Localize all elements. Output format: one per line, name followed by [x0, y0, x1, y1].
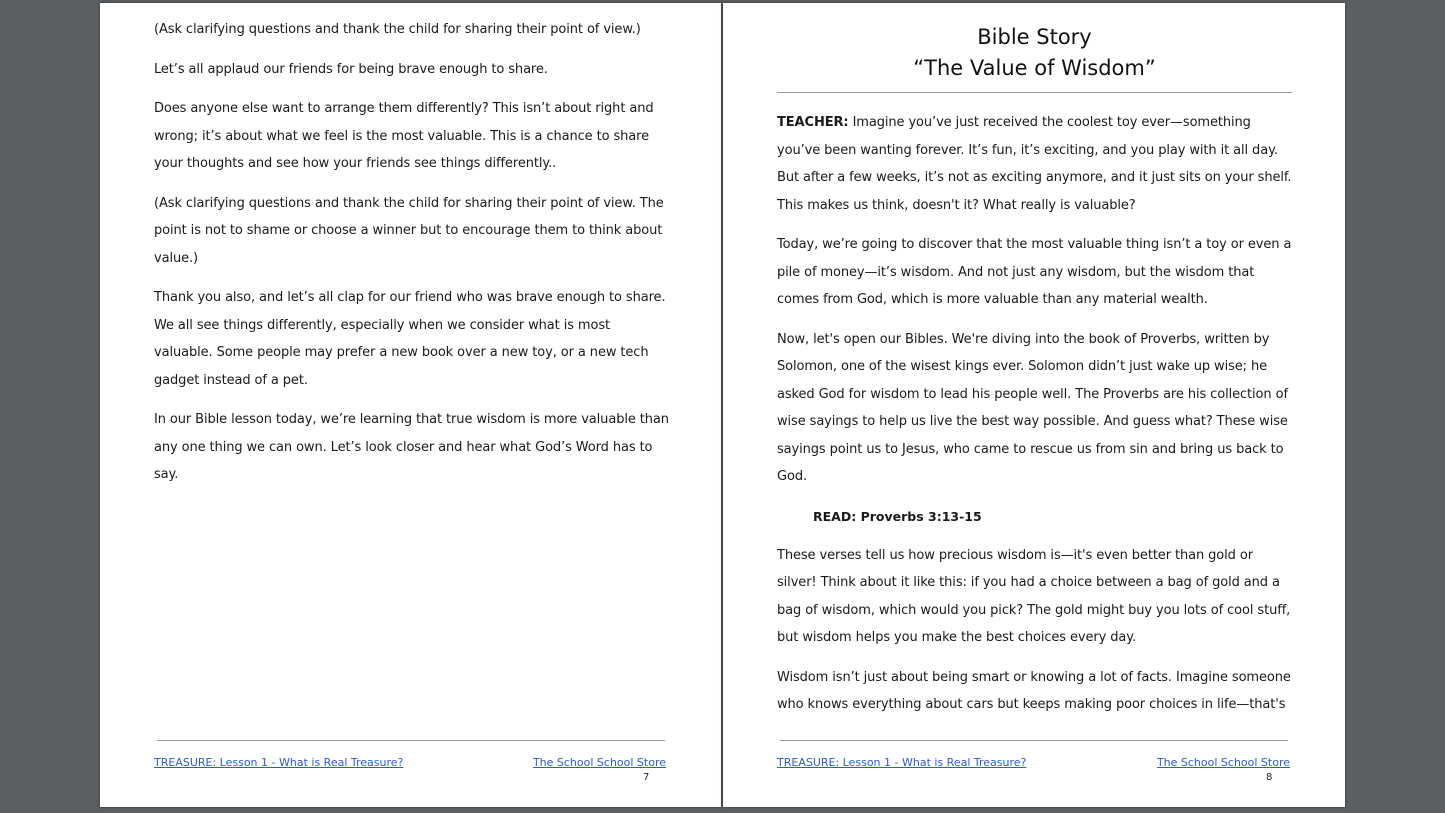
- paragraph: In our Bible lesson today, we’re learning that true wisdom is more valuable than any one thing we can own. Let’s look closer and hear what God’s Word has to say.: [154, 412, 669, 482]
- page-8: [723, 3, 1345, 807]
- story-heading: [777, 22, 1292, 84]
- footer-divider: [157, 740, 665, 741]
- footer-lesson-link[interactable]: TREASURE: Lesson 1 - What is Real Treasure?: [777, 756, 1027, 769]
- heading-line-1: Bible Story: [977, 25, 1092, 49]
- teacher-label: TEACHER:: [777, 115, 849, 130]
- page-7: [100, 3, 721, 807]
- scripture-reading: READ: Proverbs 3:13-15: [813, 508, 982, 524]
- paragraph: These verses tell us how precious wisdom is—it's even better than gold or silver! Think about it like this: if you had a choice between a bag of gold and a bag of wisdom, which would you pick? The gold might buy you lots of cool stuff, but wisdom helps you make the best choices every day.: [777, 547, 1291, 645]
- heading-line-2: “The Value of Wisdom”: [913, 56, 1156, 80]
- paragraph: Let’s all applaud our friends for being brave enough to share.: [154, 61, 548, 77]
- page-7-content: [154, 16, 669, 501]
- paragraph: Now, let's open our Bibles. We're diving into the book of Proverbs, written by Solomon, one of the wisest kings ever. Solomon didn’t just wake up wise; he asked God for wisdom to lead his people well. The Proverbs are his collection of wise sayings to help us live the best way possible. And guess what? These wise sayings point us to Jesus, who came to rescue us from sin and bring us back to God.: [777, 331, 1288, 484]
- paragraph: Wisdom isn’t just about being smart or knowing a lot of facts. Imagine someone who knows everything about cars but keeps making poor choices in life—that's: [777, 669, 1291, 712]
- footer-store-link[interactable]: The School School Store: [532, 756, 666, 769]
- paragraph: Thank you also, and let’s all clap for our friend who was brave enough to share. We all see things differently, especially when we consider what is most valuable. Some people may prefer a new book over a new toy, or a new tech gadget instead of a pet.: [154, 290, 666, 388]
- heading-divider: [777, 92, 1292, 93]
- teacher-text: Imagine you’ve just received the coolest toy ever—something you’ve been wanting forever. It’s fun, it’s exciting, and you play with it all day. But after a few weeks, it’s not as exciting anymore, and it just sits on your shelf. This makes us think, doesn't it? What really is valuable?: [777, 115, 1292, 213]
- footer-store-link[interactable]: The School School Store: [1156, 756, 1290, 769]
- paragraph: Does anyone else want to arrange them differently? This isn’t about right and wrong; it’s about what we feel is the most valuable. This is a chance to share your thoughts and see how your friends see things differently..: [154, 101, 654, 171]
- paragraph: (Ask clarifying questions and thank the child for sharing their point of view. The point is not to shame or choose a winner but to encourage them to think about value.): [154, 195, 664, 266]
- footer-divider: [780, 740, 1288, 741]
- page-8-content: [777, 16, 1292, 731]
- page-number: 7: [643, 772, 650, 783]
- paragraph: Today, we’re going to discover that the most valuable thing isn’t a toy or even a pile of money—it’s wisdom. And not just any wisdom, but the wisdom that comes from God, which is more valuable than any material wealth.: [777, 237, 1292, 307]
- footer-lesson-link[interactable]: TREASURE: Lesson 1 - What is Real Treasure?: [154, 756, 404, 769]
- teacher-paragraph: [777, 109, 1292, 219]
- page-number: 8: [1266, 772, 1273, 783]
- paragraph: (Ask clarifying questions and thank the child for sharing their point of view.): [154, 22, 641, 37]
